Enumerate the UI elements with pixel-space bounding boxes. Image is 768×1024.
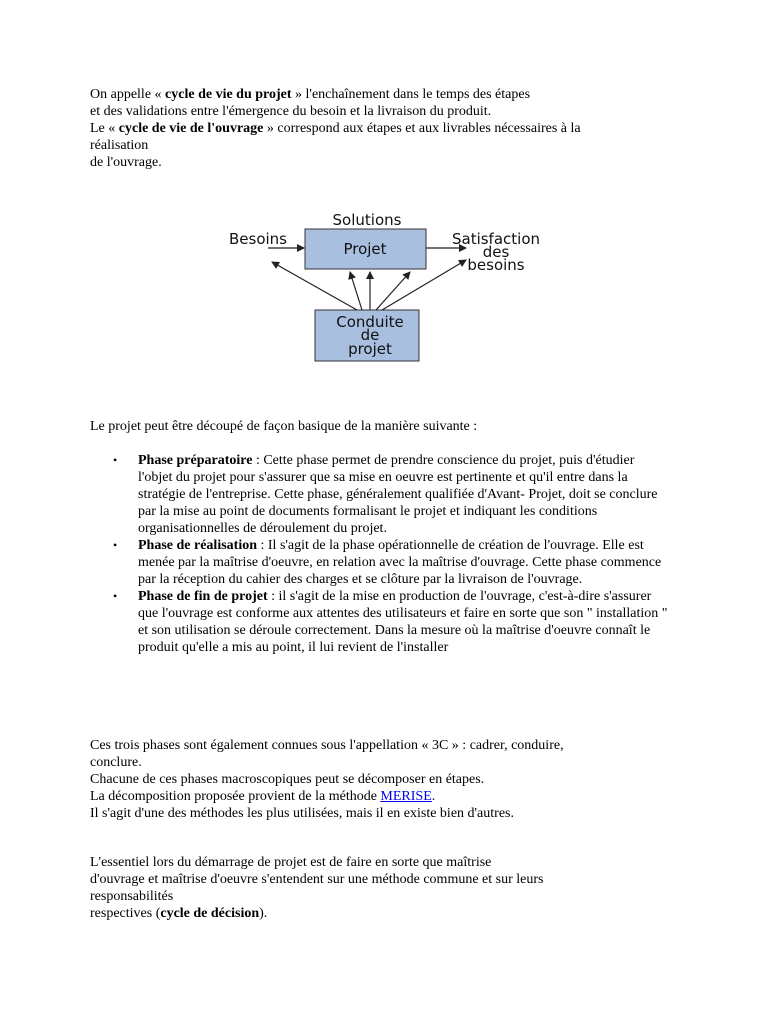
essentiel-line-3: responsabilités [90,889,174,904]
phase-1-line-3: entre dans la stratégie de l'entreprise. Cette phase, généralement qualifiée d'Avant- [138,470,628,502]
essentiel-line-1: L'essentiel lors du démarrage de projet est de faire en sorte que maîtrise [90,855,492,870]
intro-paragraph [90,86,650,171]
arrow-conduite-to-projet-right [376,272,410,310]
decoupage-line: Le projet peut être découpé de façon basique de la manière suivante : [90,419,478,434]
satisfaction-label-3: besoins [467,256,525,274]
trois-c-line-1: Ces trois phases sont également connues sous l'appellation « 3C » : cadrer, conduire, [90,738,564,753]
phase-3-line-2: s'assurer que l'ouvrage est conforme aux attentes des utilisateurs et faire en sorte que [138,589,652,621]
trois-c-line-2: conclure. [90,755,142,770]
satisfaction-label-2: des [482,243,510,261]
phase-3-line-1: Phase de fin de projet : il s'agit de la mise en production de l'ouvrage, c'est-à-dire [138,589,601,604]
merise-link[interactable]: MERISE [380,789,432,804]
conduite-label-3: projet [348,340,392,358]
essentiel-line-2: d'ouvrage et maîtrise d'oeuvre s'entendent sur une méthode commune et sur leurs [90,872,544,887]
conduite-label-1: Conduite [336,313,404,331]
project-diagram [220,200,560,370]
intro-line-3: Le « cycle de vie de l'ouvrage » correspond aux étapes et aux livrables nécessaires à la [90,121,581,136]
besoins-label: Besoins [228,230,288,248]
phase-1-line-1: Phase préparatoire : Cette phase permet de prendre conscience du projet, puis [138,453,583,468]
list-item-phase-fin-de-projet [108,588,668,656]
phase-1-line-2: d'étudier l'objet du projet pour s'assurer que sa mise en oeuvre est pertinente et qu'il [138,453,635,485]
phase-1-line-5: indiquant les conditions organisationnelles de déroulement du projet. [138,504,598,536]
phase-3-line-4: maîtrise d'oeuvre connaît le produit qu'elle a mis au point, il lui revient de l'installer [138,623,651,655]
phase-2-line-2: est menée par la maîtrise d'oeuvre, en relation avec la maîtrise d'ouvrage. Cette phase [138,538,644,570]
list-item-phase-preparatoire [108,452,668,537]
trois-c-line-3: Chacune de ces phases macroscopiques peut se décomposer en étapes. [90,772,485,787]
essentiel-line-4: respectives (cycle de décision). [90,906,268,921]
decoupage-paragraph [90,418,650,435]
projet-label: Projet [343,240,387,258]
intro-line-2: et des validations entre l'émergence du besoin et la livraison du produit. [90,104,492,119]
essentiel-paragraph [90,854,650,922]
satisfaction-label-1: Satisfaction [451,230,541,248]
phase-3-line-3: son " installation " et son utilisation se déroule correctement. Dans la mesure où la [138,606,668,638]
bullet-icon: • [113,453,118,467]
intro-line-5: de l'ouvrage. [90,155,162,170]
phase-1-line-4: Projet, doit se conclure par la mise au point de documents formalisant le projet et [138,487,658,519]
phase-2-line-4: l'ouvrage. [527,572,583,587]
trois-c-line-4: La décomposition proposée provient de la méthode MERISE. [90,789,436,804]
intro-line-1: On appelle « cycle de vie du projet » l'enchaînement dans le temps des étapes [90,87,531,102]
phase-2-line-3: commence par la réception du cahier des charges et se clôture par la livraison de [138,555,662,587]
arrow-conduite-to-projet [350,272,362,310]
solutions-label: Solutions [332,211,402,229]
conduite-label-2: de [360,326,380,344]
bullet-icon: • [113,538,118,552]
trois-c-line-5: Il s'agit d'une des méthodes les plus utilisées, mais il en existe bien d'autres. [90,806,514,821]
list-item-phase-realisation [108,537,668,588]
intro-line-4: réalisation [90,138,149,153]
phases-list [108,452,668,656]
bullet-icon: • [113,589,118,603]
phase-2-line-1: Phase de réalisation : Il s'agit de la phase opérationnelle de création de l'ouvrage. Elle [138,538,625,553]
trois-c-paragraph [90,737,650,822]
